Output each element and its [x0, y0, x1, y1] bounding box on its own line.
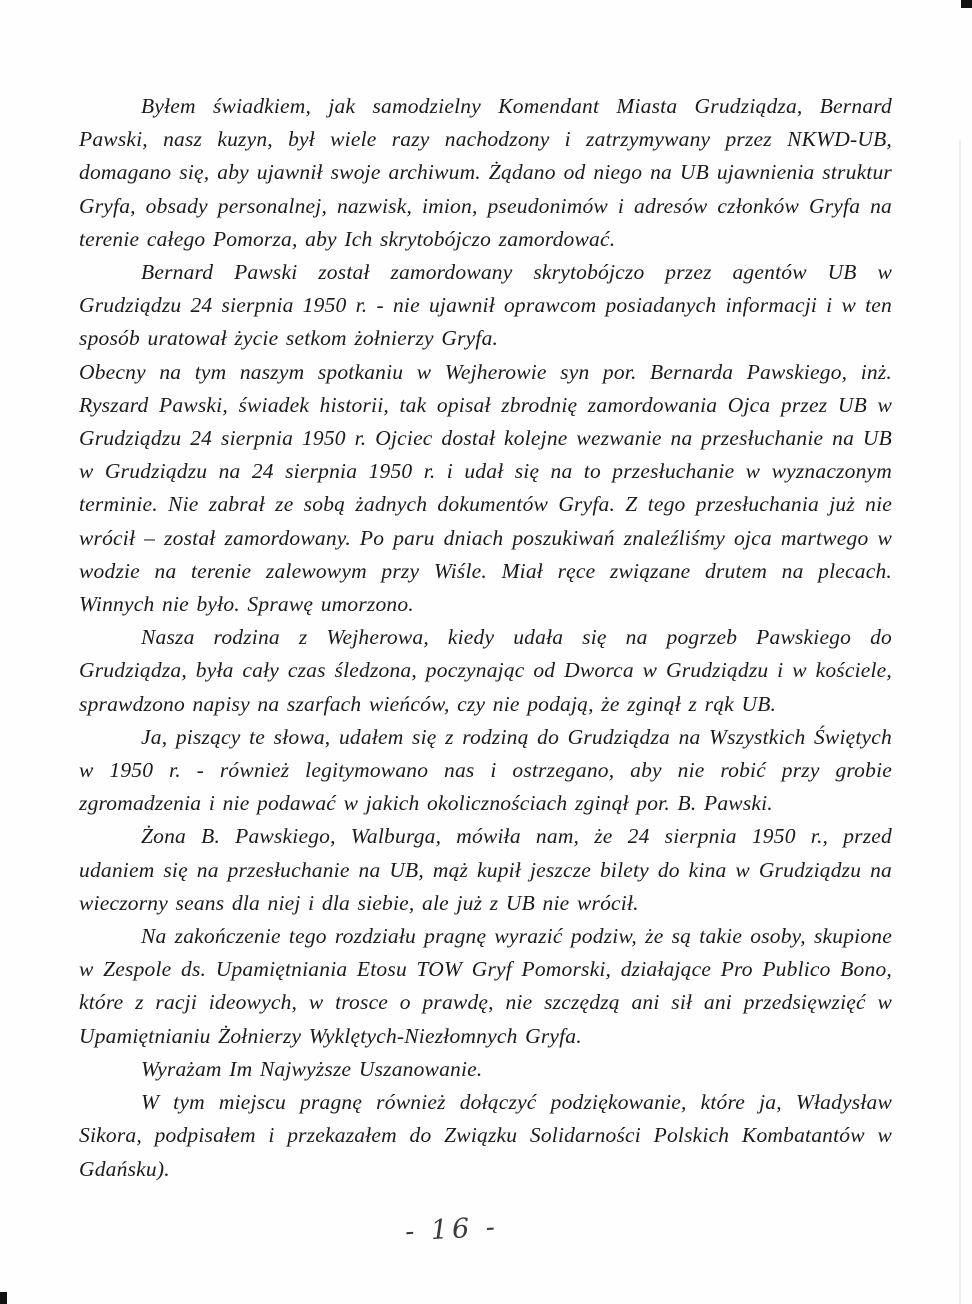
- paragraph-8: Wyrażam Im Najwyższe Uszanowanie.: [141, 1056, 483, 1081]
- paragraph-2: Bernard Pawski został zamordowany skrytobójczo przez agentów UB w Grudziądzu 24 sierpnia 1950 r. - nie ujawnił oprawcom posiadanych informacji i w ten sposób uratował życie setkom żołnierzy Gryfa.: [79, 260, 892, 351]
- scan-artifact-bottom-left: [0, 1292, 7, 1304]
- paragraph-9: W tym miejscu pragnę również dołączyć podziękowanie, które ja, Władysław Sikora, podpisałem i przekazałem do Związku Solidarności Polskich Kombatantów w Gdańsku).: [79, 1090, 892, 1181]
- paragraph-3: Obecny na tym naszym spotkaniu w Wejherowie syn por. Bernarda Pawskiego, inż. Ryszard Pawski, świadek historii, tak opisał zbrodnię zamordowania Ojca przez UB w Grudziądzu 24 sierpnia 1950 r. Ojciec dostał kolejne wezwanie na przesłuchanie na UB w Grudziądzu na 24 sierpnia 1950 r. i udał się na to przesłuchanie w wyznaczonym terminie. Nie zabrał ze sobą żadnych dokumentów Gryfa. Z tego przesłuchania już nie wrócił – został zamordowany. Po paru dniach poszukiwań znaleźliśmy ojca martwego w wodzie na terenie zalewowym przy Wiśle. Miał ręce związane drutem na plecach. Winnych nie było. Sprawę umorzono.: [79, 359, 892, 617]
- scan-edge-line: [959, 140, 961, 1304]
- scan-artifact-top-right: [961, 0, 972, 8]
- paragraph-1: Byłem świadkiem, jak samodzielny Komendant Miasta Grudziądza, Bernard Pawski, nasz kuzyn, był wiele razy nachodzony i zatrzymywany przez NKWD-UB, domagano się, aby ujawnił swoje archiwum. Żądano od niego na UB ujawnienia struktur Gryfa, obsady personalnej, nazwisk, imion, pseudonimów i adresów członków Gryfa na terenie całego Pomorza, aby Ich skrytobójczo zamordować.: [79, 94, 892, 251]
- paragraph-6: Żona B. Pawskiego, Walburga, mówiła nam, że 24 sierpnia 1950 r., przed udaniem się na przesłuchanie na UB, mąż kupił jeszcze bilety do kina w Grudziądzu na wieczorny seans dla niej i dla siebie, ale już z UB nie wrócił.: [79, 824, 892, 915]
- handwritten-page-number: - 16 -: [404, 1211, 500, 1248]
- paragraph-5: Ja, piszący te słowa, udałem się z rodziną do Grudziądza na Wszystkich Świętych w 1950 r. - również legitymowano nas i ostrzegano, aby nie robić przy grobie zgromadzenia i nie podawać w jakich okolicznościach zginął por. B. Pawski.: [79, 724, 892, 816]
- document-body: [79, 90, 892, 1186]
- paragraph-7: Na zakończenie tego rozdziału pragnę wyrazić podziw, że są takie osoby, skupione w Zespole ds. Upamiętniania Etosu TOW Gryf Pomorski, działające Pro Publico Bono, które z racji ideowych, w trosce o prawdę, nie szczędzą ani sił ani przedsięwzięć w Upamiętnianiu Żołnierzy Wyklętych-Niezłomnych Gryfa.: [79, 924, 892, 1048]
- paragraph-4: Nasza rodzina z Wejherowa, kiedy udała się na pogrzeb Pawskiego do Grudziądza, była cały czas śledzona, poczynając od Dworca w Grudziądzu i w kościele, sprawdzono napisy na szarfach wieńców, czy nie podają, że zginął z rąk UB.: [79, 625, 892, 716]
